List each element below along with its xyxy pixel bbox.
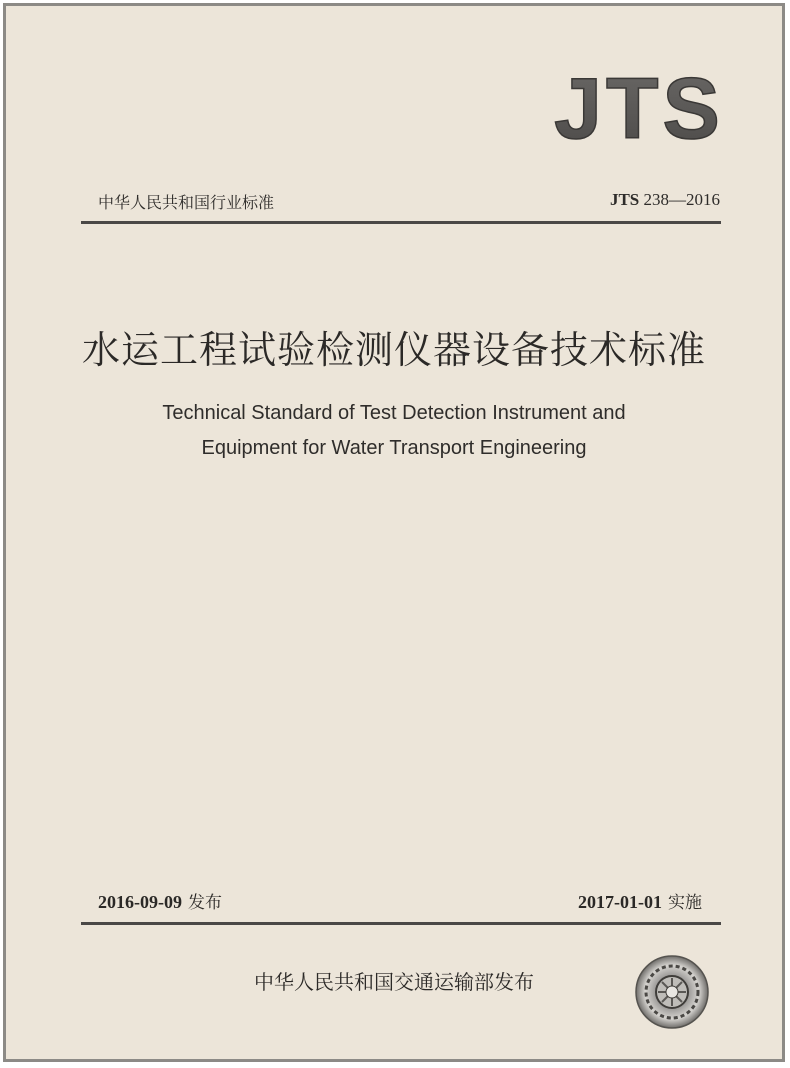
header-row xyxy=(98,190,720,214)
title-english-line2: Equipment for Water Transport Engineering xyxy=(201,437,587,459)
date-row xyxy=(98,888,702,914)
title-english-line1: Technical Standard of Test Detection Instrument and xyxy=(162,402,626,424)
standard-code-number: 238—2016 xyxy=(643,190,720,209)
hologram-seal-icon xyxy=(634,954,710,1030)
jts-logo-graphic xyxy=(546,58,732,158)
effective-date: 2017-01-01 xyxy=(578,892,662,912)
effective-label: 实施 xyxy=(668,893,702,913)
standard-code xyxy=(610,190,720,210)
issue-date: 2016-09-09 xyxy=(98,892,182,912)
book-cover xyxy=(3,3,785,1062)
issue-date-block xyxy=(98,888,222,913)
top-divider xyxy=(81,221,721,224)
publisher: 中华人民共和国交通运输部发布 xyxy=(254,970,534,994)
standard-code-prefix: JTS xyxy=(609,190,640,209)
jts-logo xyxy=(546,58,732,158)
bottom-divider xyxy=(81,922,721,925)
effective-date-block xyxy=(578,888,702,913)
issue-label: 发布 xyxy=(188,893,222,913)
logo-text: JTS xyxy=(554,61,724,157)
title-chinese: 水运工程试验检测仪器设备技术标准 xyxy=(81,328,706,372)
standard-category: 中华人民共和国行业标准 xyxy=(98,193,275,212)
